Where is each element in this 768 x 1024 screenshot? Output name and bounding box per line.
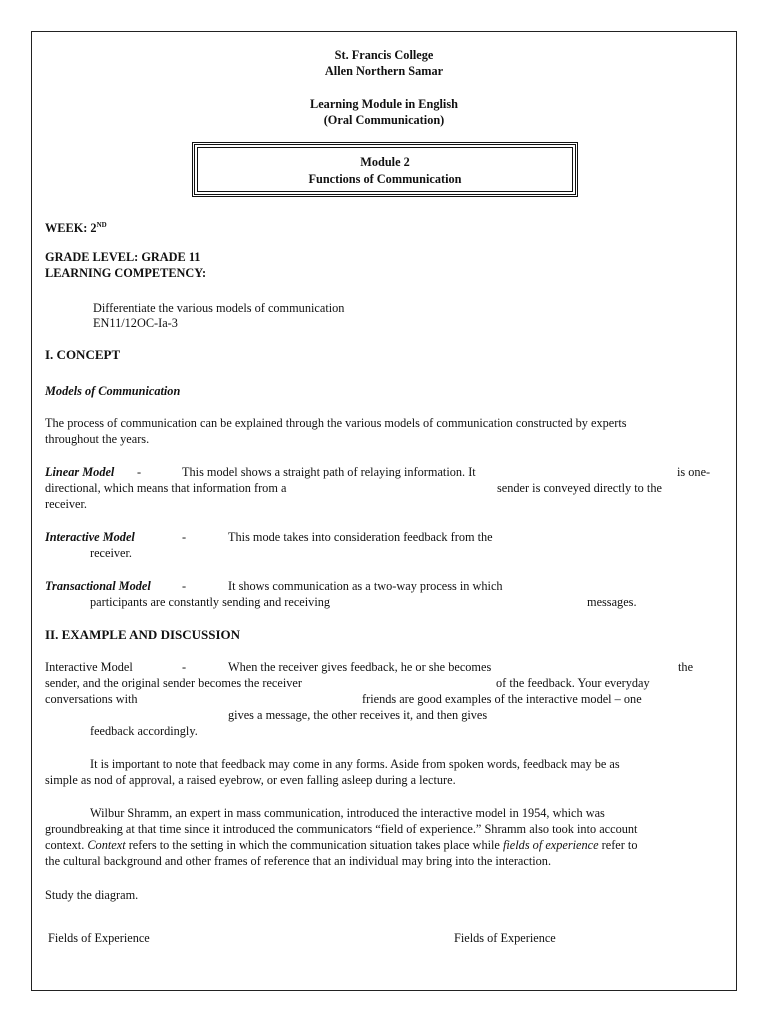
linear-model-text-d: sender is conveyed directly to the bbox=[497, 481, 662, 495]
transactional-model-text-b: participants are constantly sending and receiving bbox=[90, 595, 331, 609]
module-topic: Functions of Communication bbox=[308, 172, 462, 186]
linear-model-text-a: This model shows a straight path of relaying information. It bbox=[182, 465, 476, 479]
linear-model-term: Linear Model bbox=[45, 465, 115, 479]
school-name: St. Francis College bbox=[334, 48, 434, 62]
example-p3-line3: context. Context refers to the setting in which the communication situation takes place while fields of experience refer to bbox=[45, 838, 638, 852]
study-diagram-text: Study the diagram. bbox=[45, 888, 139, 902]
interactive-model-text-b: receiver. bbox=[90, 546, 132, 560]
concept-intro-line2: throughout the years. bbox=[45, 432, 150, 446]
concept-intro-line1: The process of communication can be explained through the various models of communication constructed by experts bbox=[45, 416, 627, 430]
example-p1-text-f: friends are good examples of the interactive model – one bbox=[362, 692, 642, 706]
example-p1-text-d: of the feedback. Your everyday bbox=[496, 676, 650, 690]
module-title: Learning Module in English bbox=[310, 97, 458, 111]
field-of-experience-right: Fields of Experience bbox=[454, 931, 556, 945]
competency-text: Differentiate the various models of communication bbox=[93, 301, 345, 315]
example-p1-text-a: When the receiver gives feedback, he or she becomes bbox=[228, 660, 492, 674]
example-p2-line2: simple as nod of approval, a raised eyebrow, or even falling asleep during a lecture. bbox=[45, 773, 456, 787]
concept-heading: I. CONCEPT bbox=[45, 347, 121, 362]
transactional-model-text-a: It shows communication as a two-way process in which bbox=[228, 579, 503, 593]
example-p3-line1: Wilbur Shramm, an expert in mass communication, introduced the interactive model in 1954, which was bbox=[90, 806, 605, 820]
example-p2-line1: It is important to note that feedback may come in any forms. Aside from spoken words, feedback may be as bbox=[90, 757, 620, 771]
example-p1-term: Interactive Model bbox=[45, 660, 133, 674]
competency-code: EN11/12OC-Ia-3 bbox=[93, 316, 178, 330]
transactional-model-term: Transactional Model bbox=[45, 579, 151, 593]
field-of-experience-left: Fields of Experience bbox=[48, 931, 150, 945]
module-number: Module 2 bbox=[360, 155, 410, 169]
linear-model-text-e: receiver. bbox=[45, 497, 87, 511]
example-p1-text-h: feedback accordingly. bbox=[90, 724, 198, 738]
example-p3-line2: groundbreaking at that time since it introduced the communicators “field of experience.” Shramm also took into account bbox=[45, 822, 638, 836]
linear-model-dash: - bbox=[137, 465, 142, 479]
competency-label: LEARNING COMPETENCY: bbox=[45, 266, 207, 280]
interactive-model-dash: - bbox=[182, 530, 187, 544]
interactive-model-text-a: This mode takes into consideration feedback from the bbox=[228, 530, 493, 544]
transactional-model-dash: - bbox=[182, 579, 187, 593]
linear-model-text-c: directional, which means that information from a bbox=[45, 481, 287, 495]
subject-name: (Oral Communication) bbox=[323, 113, 445, 127]
module-box bbox=[192, 142, 578, 197]
transactional-model-text-c: messages. bbox=[587, 595, 637, 609]
grade-level: GRADE LEVEL: GRADE 11 bbox=[45, 250, 201, 264]
linear-model-text-b: is one- bbox=[677, 465, 711, 479]
example-p1-text-e: conversations with bbox=[45, 692, 138, 706]
example-p3-line4: the cultural background and other frames of reference that an individual may bring into the interaction. bbox=[45, 854, 552, 868]
interactive-model-term: Interactive Model bbox=[45, 530, 135, 544]
example-p1-text-g: gives a message, the other receives it, and then gives bbox=[228, 708, 488, 722]
concept-subheading: Models of Communication bbox=[45, 384, 181, 398]
example-p1-dash: - bbox=[182, 660, 187, 674]
week-label: WEEK: 2ND bbox=[45, 221, 107, 236]
example-p1-text-b: the bbox=[678, 660, 694, 674]
school-location: Allen Northern Samar bbox=[324, 64, 444, 78]
document-page bbox=[31, 31, 737, 991]
example-p1-text-c: sender, and the original sender becomes the receiver bbox=[45, 676, 302, 690]
example-heading: II. EXAMPLE AND DISCUSSION bbox=[45, 627, 241, 642]
